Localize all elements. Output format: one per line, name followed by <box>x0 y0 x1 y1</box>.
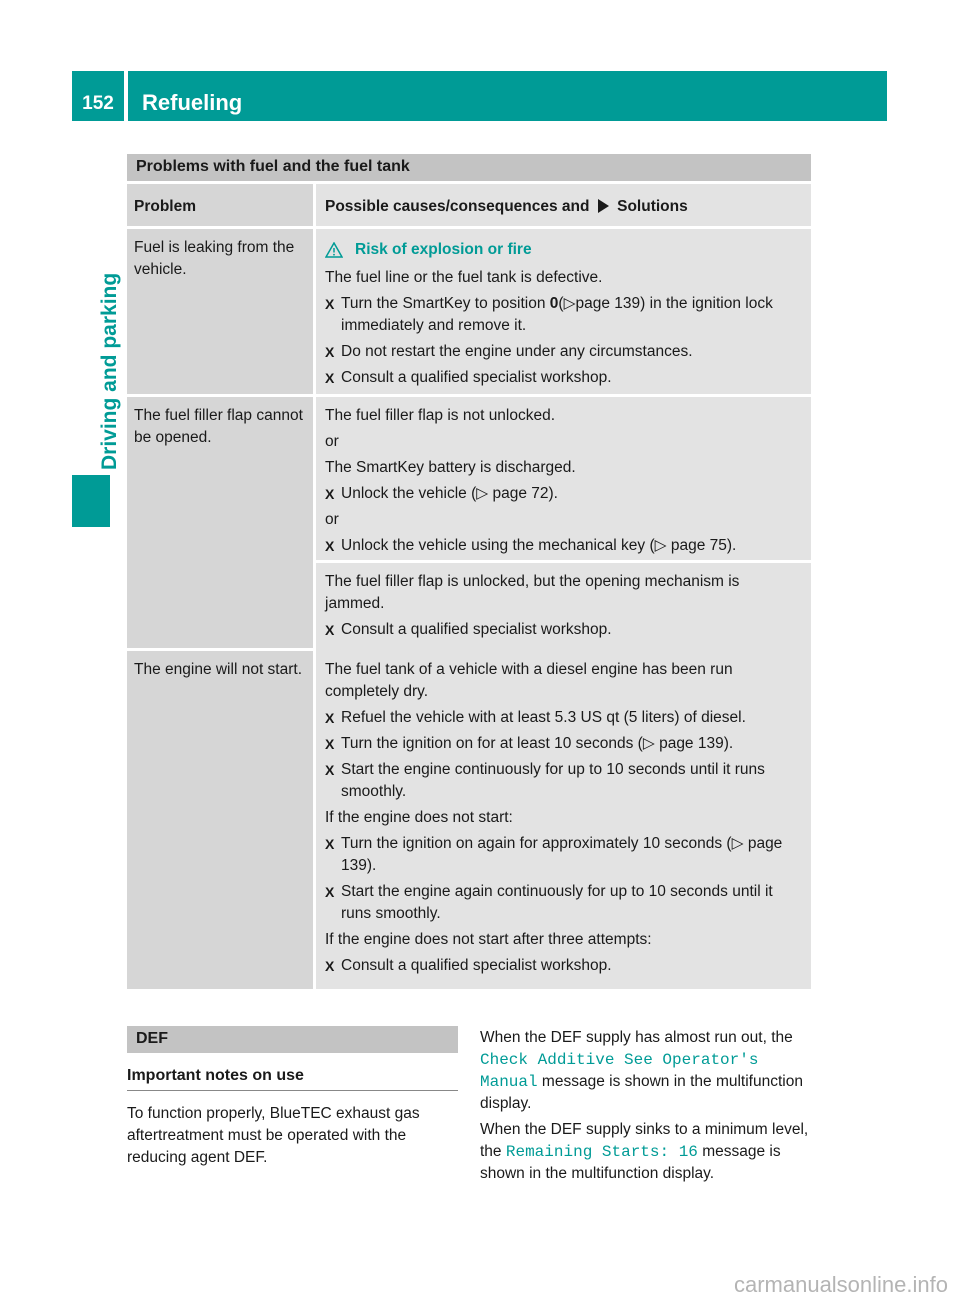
problem-cell: Fuel is leaking from the vehicle. <box>127 229 313 394</box>
cause-text: The fuel line or the fuel tank is defective. <box>325 269 603 286</box>
step-marker-icon: X <box>325 958 335 974</box>
def-section <box>127 1026 458 1169</box>
display-message: Remaining Starts: 16 <box>505 1143 698 1161</box>
action-arrow-icon <box>598 199 609 213</box>
table-row <box>127 229 811 394</box>
def-paragraph-1 <box>480 1027 812 1115</box>
chapter-title: Refueling <box>128 71 887 121</box>
step-item <box>325 293 803 337</box>
step-text: Unlock the vehicle using the mechanical key (▷ page 75). <box>341 537 737 554</box>
column-header-solutions-post: Solutions <box>617 198 688 215</box>
step-marker-icon: X <box>325 538 335 554</box>
step-marker-icon: X <box>325 622 335 638</box>
step-text: Turn the ignition on for at least 10 seconds (▷ page 139). <box>341 735 734 752</box>
step-marker-icon: X <box>325 762 335 778</box>
watermark: carmanualsonline.info <box>733 1272 948 1297</box>
solution-cell <box>316 651 811 989</box>
step-item <box>325 759 803 803</box>
or-text: or <box>325 433 339 450</box>
table-row <box>127 651 811 989</box>
step-text-part: Turn the SmartKey to position <box>341 295 546 312</box>
step-marker-icon: X <box>325 370 335 386</box>
warning-text: Risk of explosion or fire <box>355 241 532 258</box>
step-item <box>325 733 803 755</box>
step-marker-icon: X <box>325 296 335 312</box>
step-marker-icon: X <box>325 836 335 852</box>
condition-text: If the engine does not start after three attempts: <box>325 931 652 948</box>
problem-cell: The engine will not start. <box>127 651 313 989</box>
table-header-row <box>127 184 811 226</box>
warning-triangle-icon <box>325 242 343 258</box>
cause-text: The fuel tank of a vehicle with a diesel engine has been run completely dry. <box>325 661 733 700</box>
problem-cell: The fuel filler flap cannot be opened. <box>127 397 313 648</box>
step-item <box>325 367 803 389</box>
step-text: Do not restart the engine under any circumstances. <box>341 343 693 360</box>
section-tab-marker <box>72 475 110 527</box>
step-text: Consult a qualified specialist workshop. <box>341 957 612 974</box>
def-messages <box>480 1027 812 1189</box>
cause-text: The fuel filler flap is unlocked, but the opening mechanism is jammed. <box>325 573 740 612</box>
step-item <box>325 341 803 363</box>
paragraph-text: message is shown in the multifunction display. <box>480 1073 803 1112</box>
page-number: 152 <box>72 71 124 121</box>
step-marker-icon: X <box>325 344 335 360</box>
step-text-part: in the ignition lock immediately and remove it. <box>341 295 773 334</box>
column-header-solutions <box>316 184 811 226</box>
step-item <box>325 881 803 925</box>
step-text: Start the engine continuously for up to 10 seconds until it runs smoothly. <box>341 761 765 800</box>
step-marker-icon: X <box>325 486 335 502</box>
def-title: DEF <box>127 1026 458 1053</box>
page-reference: (▷page 139) <box>558 295 646 312</box>
step-marker-icon: X <box>325 884 335 900</box>
key-position: 0 <box>549 295 559 312</box>
step-item <box>325 619 803 641</box>
step-text: Refuel the vehicle with at least 5.3 US qt (5 liters) of diesel. <box>341 709 746 726</box>
problems-table <box>127 154 811 989</box>
section-side-label <box>80 140 120 470</box>
step-marker-icon: X <box>325 710 335 726</box>
step-item <box>325 955 803 977</box>
paragraph-text: message is shown in the multifunction display. <box>480 1143 781 1182</box>
def-subtitle: Important notes on use <box>127 1067 458 1091</box>
def-body: To function properly, BlueTEC exhaust gas aftertreatment must be operated with the reducing agent DEF. <box>127 1105 420 1166</box>
step-item <box>325 535 803 557</box>
solution-cell <box>316 563 811 653</box>
column-header-problem: Problem <box>127 184 313 226</box>
display-message: Check Additive See Operator's Manual <box>480 1051 759 1091</box>
condition-text: If the engine does not start: <box>325 809 513 826</box>
cause-text: The SmartKey battery is discharged. <box>325 459 576 476</box>
step-text: Turn the ignition on again for approximately 10 seconds (▷ page 139). <box>341 835 783 874</box>
section-label-text: Driving and parking <box>98 272 121 470</box>
step-item <box>325 833 803 877</box>
step-item <box>325 707 803 729</box>
or-text: or <box>325 511 339 528</box>
cause-text: The fuel filler flap is not unlocked. <box>325 407 556 424</box>
solution-cell <box>316 229 811 394</box>
warning-line <box>325 239 803 261</box>
table-title: Problems with fuel and the fuel tank <box>127 154 811 181</box>
table-row <box>127 397 811 648</box>
step-text: Consult a qualified specialist workshop. <box>341 369 612 386</box>
step-text: Unlock the vehicle (▷ page 72). <box>341 485 558 502</box>
step-text: Start the engine again continuously for up to 10 seconds until it runs smoothly. <box>341 883 773 922</box>
paragraph-text: When the DEF supply has almost run out, the <box>480 1029 793 1046</box>
step-text: Consult a qualified specialist workshop. <box>341 621 612 638</box>
step-item <box>325 483 803 505</box>
column-header-solutions-pre: Possible causes/consequences and <box>325 198 590 215</box>
step-marker-icon: X <box>325 736 335 752</box>
page-header <box>72 71 887 121</box>
solution-cell <box>316 397 811 560</box>
def-paragraph-2 <box>480 1119 812 1185</box>
paragraph-text: When the DEF supply sinks to a minimum level, the <box>480 1121 809 1160</box>
